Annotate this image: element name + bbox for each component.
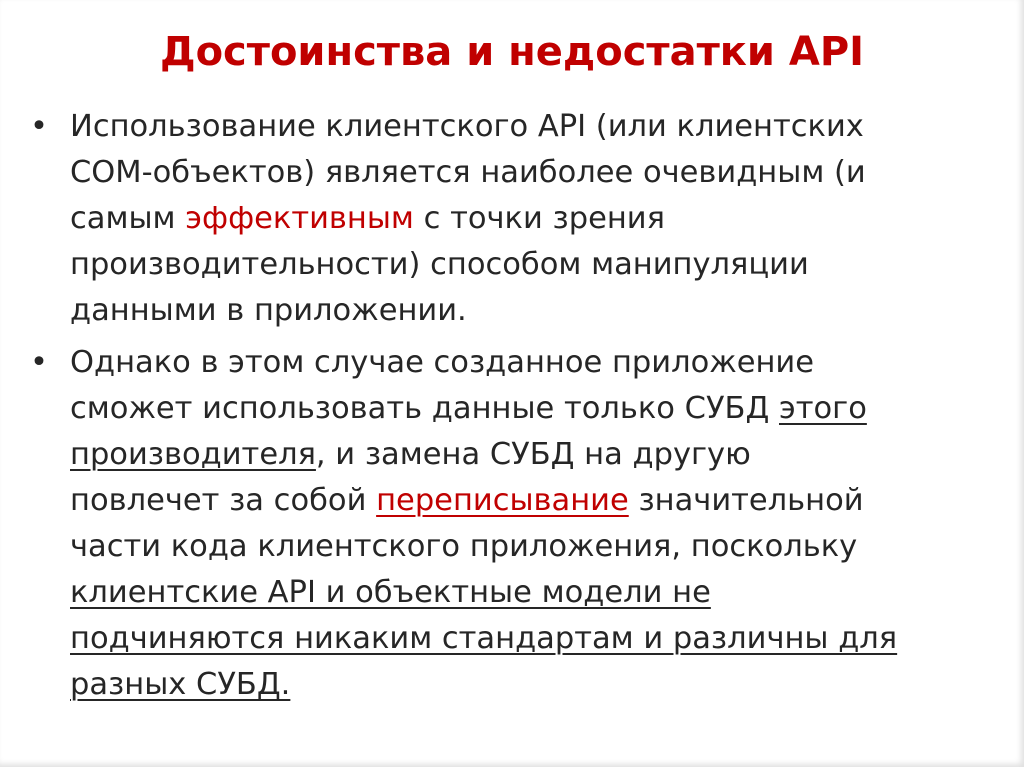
bullet-item-1 (30, 104, 1000, 334)
text-line: COM-объектов) является наиболее очевидным (и (70, 155, 866, 190)
underlined-manufacturer: производителя (70, 437, 316, 472)
text-line (70, 196, 1000, 242)
underlined-line: клиентские API и объектные модели не (70, 575, 711, 610)
text-segment: сможет использовать данные только СУБД (70, 391, 779, 426)
text-line (70, 478, 1000, 524)
text-line: данными в приложении. (70, 293, 467, 328)
text-line (70, 432, 1000, 478)
text-line: части кода клиентского приложения, поскольку (70, 529, 858, 564)
underlined-this: этого (779, 391, 867, 426)
bullet-marker: • (30, 345, 48, 380)
bullet-marker: • (30, 109, 48, 144)
slide-title: Достоинства и недостатки API (159, 29, 865, 75)
text-line: Использование клиентского API (или клиентских (70, 109, 864, 144)
text-segment: значительной (628, 483, 864, 518)
underlined-line: разных СУБД. (70, 667, 291, 702)
underlined-line: подчиняются никаким стандартам и различны для (70, 621, 898, 656)
bullet-list (30, 104, 1000, 712)
text-segment: с точки зрения (413, 201, 665, 236)
text-line (70, 386, 1000, 432)
text-line: производительности) способом манипуляции (70, 247, 809, 282)
text-segment: повлечет за собой (70, 483, 377, 518)
text-line: Однако в этом случае созданное приложение (70, 345, 815, 380)
highlight-rewriting: переписывание (376, 483, 629, 518)
highlight-effective: эффективным (185, 201, 414, 236)
text-segment: самым (70, 201, 186, 236)
text-segment: , и замена СУБД на другую (315, 437, 751, 472)
bullet-item-2 (30, 340, 1000, 708)
